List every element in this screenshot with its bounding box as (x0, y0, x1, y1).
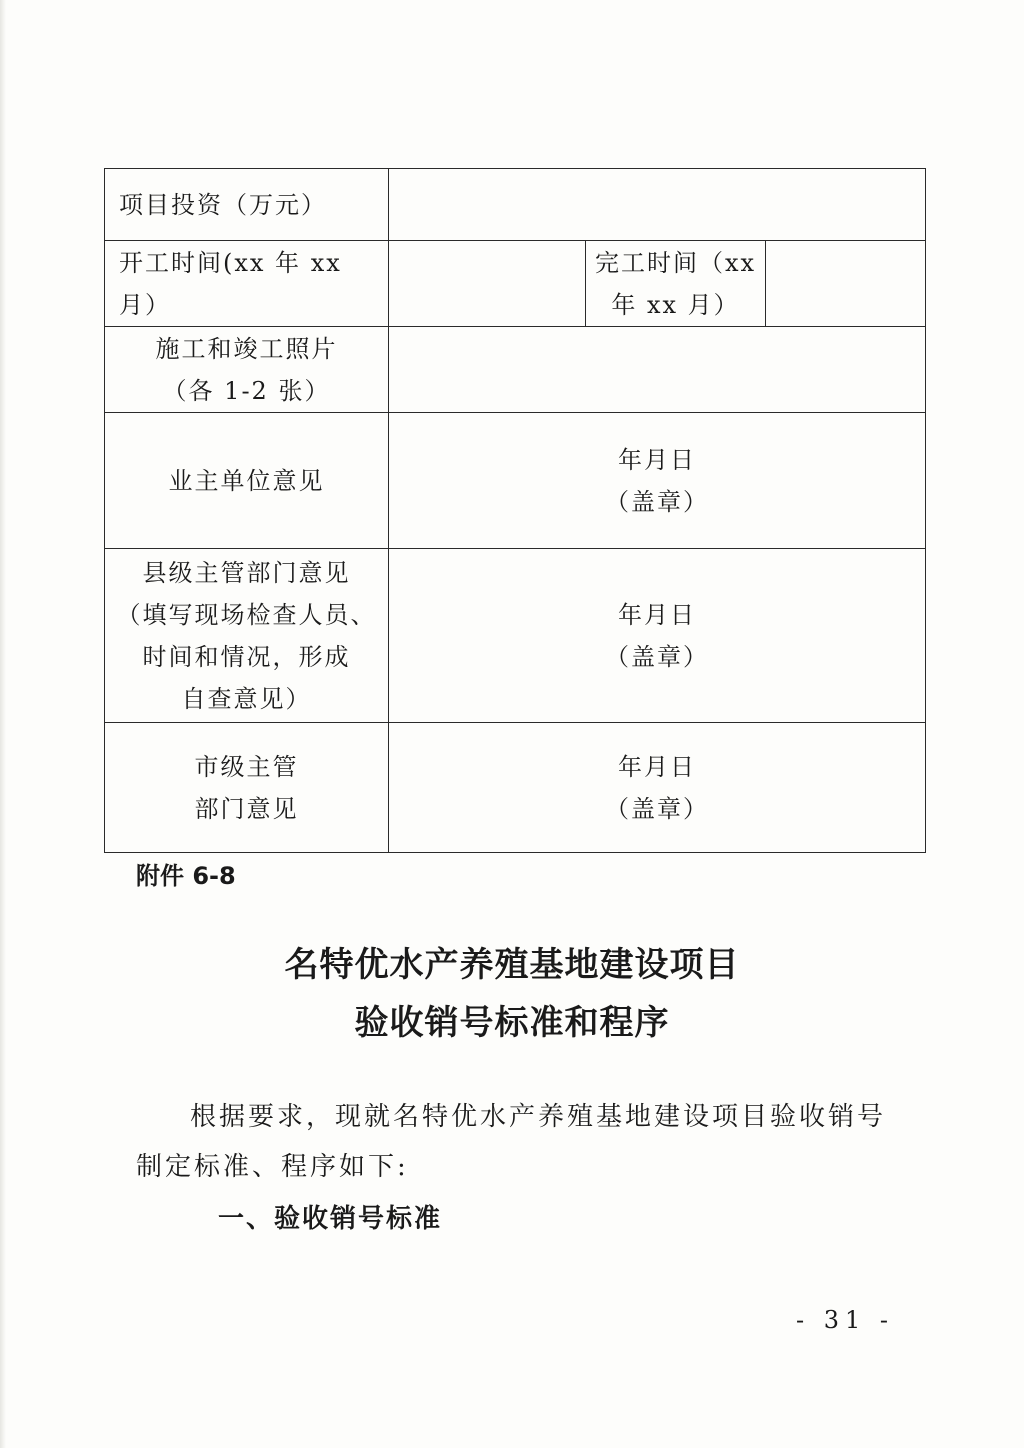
county-label-line4: 自查意见） (181, 684, 312, 713)
finish-time-label-line2: 年 xx 月） (611, 290, 740, 319)
photos-value (389, 327, 926, 413)
document-title-line2: 验收销号标准和程序 (354, 1003, 670, 1043)
row-investment (105, 169, 926, 241)
acceptance-form-table (104, 168, 926, 853)
county-label-line1: 县级主管部门意见 (142, 558, 351, 587)
photos-label (105, 327, 389, 413)
finish-time-label-line1: 完工时间（xx (594, 248, 757, 277)
row-city-opinion (105, 723, 926, 853)
county-label-line3: 时间和情况，形成 (142, 642, 351, 671)
county-opinion-label (105, 549, 389, 723)
county-date-text: 年月日 (618, 600, 696, 629)
photos-label-line1: 施工和竣工照片 (155, 334, 338, 363)
county-label-line2: （填写现场检查人员、 (116, 600, 377, 629)
city-date-text: 年月日 (618, 752, 696, 781)
owner-date-text: 年月日 (618, 445, 696, 474)
county-seal-text: （盖章） (605, 642, 709, 671)
finish-time-label (586, 241, 766, 327)
city-label-line2: 部门意见 (194, 794, 299, 823)
scan-edge (0, 0, 6, 1448)
finish-time-value (766, 241, 926, 327)
section-heading-1: 一、验收销号标准 (218, 1204, 443, 1234)
city-label-line1: 市级主管 (194, 752, 299, 781)
row-owner-opinion (105, 413, 926, 549)
row-dates (105, 241, 926, 327)
page-number: - 31 - (796, 1306, 895, 1334)
city-opinion-label (105, 723, 389, 853)
owner-seal-text: （盖章） (605, 487, 709, 516)
investment-label: 项目投资（万元） (105, 169, 389, 241)
county-opinion-stamp (389, 549, 926, 723)
document-title-line1: 名特优水产养殖基地建设项目 (284, 945, 740, 985)
row-county-opinion (105, 549, 926, 723)
row-photos (105, 327, 926, 413)
city-opinion-stamp (389, 723, 926, 853)
photos-label-line2: （各 1-2 张） (162, 376, 331, 405)
owner-opinion-stamp (389, 413, 926, 549)
start-time-value (389, 241, 586, 327)
intro-paragraph: 根据要求，现就名特优水产养殖基地建设项目验收销号制定标准、程序如下: (136, 1102, 887, 1182)
attachment-label: 附件 6-8 (136, 862, 236, 890)
city-seal-text: （盖章） (605, 794, 709, 823)
start-time-label: 开工时间(xx 年 xx 月） (105, 241, 389, 327)
investment-value (389, 169, 926, 241)
owner-opinion-label: 业主单位意见 (105, 413, 389, 549)
